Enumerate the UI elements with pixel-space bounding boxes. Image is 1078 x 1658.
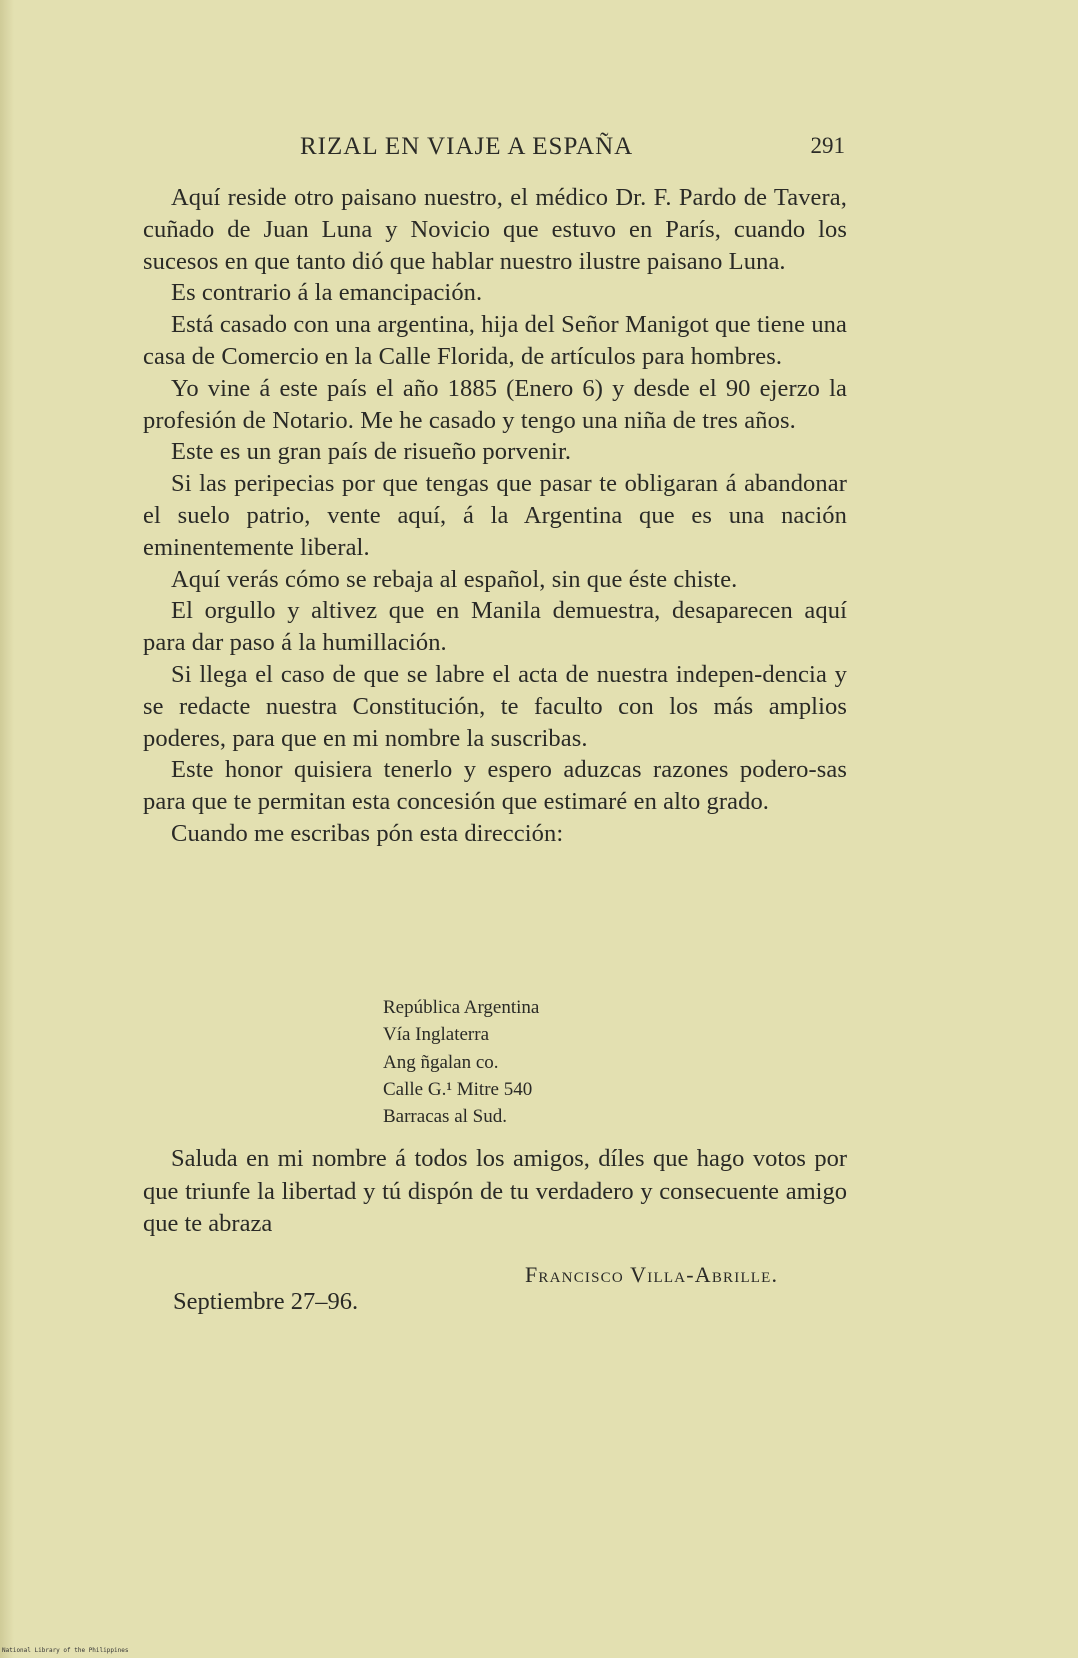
mailing-address xyxy=(383,994,539,1130)
letter-date: Septiembre 27–96. xyxy=(173,1288,359,1315)
address-line: Ang ñgalan co. xyxy=(383,1051,499,1073)
page-number: 291 xyxy=(810,133,845,158)
address-line: República Argentina xyxy=(383,997,540,1018)
page-spine-shadow xyxy=(0,0,14,1658)
paragraph: Aquí reside otro paisano nuestro, el médico Dr. F. Pardo de Tavera, cuñado de Juan Luna y Novicio que estuvo en París, cuando los sucesos en que tanto dió que hablar nuestro ilustre paisano Luna. xyxy=(143,184,847,275)
address-line: Vía Inglaterra xyxy=(383,1024,490,1046)
address-line: Barracas al Sud. xyxy=(383,1106,507,1128)
paragraph: El orgullo y altivez que en Manila demuestra, desaparecen aquí para dar paso á la humillación. xyxy=(143,597,847,657)
closing-paragraph: Saluda en mi nombre á todos los amigos, díles que hago votos por que triunfe la libertad y tú dispón de tu verdadero y consecuente amigo que te abraza xyxy=(143,1145,847,1237)
paragraph: Cuando me escribas pón esta dirección: xyxy=(171,819,564,847)
address-line: Calle G.¹ Mitre 540 xyxy=(383,1078,533,1100)
letter-body xyxy=(143,182,847,850)
paragraph: Está casado con una argentina, hija del Señor Manigot que tiene una casa de Comercio en la Calle Florida, de artículos para hombres. xyxy=(143,311,847,370)
paragraph: Yo vine á este país el año 1885 (Enero 6) y desde el 90 ejerzo la profesión de Notario. Me he casado y tengo una niña de tres años. xyxy=(143,374,847,434)
paragraph: Este honor quisiera tenerlo y espero aduzcas razones podero-sas para que te permitan esta concesión que estimaré en alto grado. xyxy=(143,756,847,816)
paragraph: Aquí verás cómo se rebaja al español, sin que éste chiste. xyxy=(171,565,738,593)
closing-block xyxy=(143,1143,847,1241)
paragraph: Este es un gran país de risueño porvenir. xyxy=(171,438,572,466)
signature: Francisco Villa-Abrille. xyxy=(525,1262,779,1287)
paragraph: Si las peripecias por que tengas que pasar te obligaran á abandonar el suelo patrio, vente aquí, á la Argentina que es una nación eminentemente liberal. xyxy=(143,470,847,561)
running-title: RIZAL EN VIAJE A ESPAÑA xyxy=(300,133,634,160)
page-header xyxy=(300,133,845,173)
library-watermark: National Library of the Philippines xyxy=(2,1647,129,1654)
paragraph: Es contrario á la emancipación. xyxy=(171,279,483,307)
paragraph: Si llega el caso de que se labre el acta de nuestra indepen-dencia y se redacte nuestra Constitución, te faculto con los más amplios poderes, para que en mi nombre la suscribas. xyxy=(143,660,847,752)
